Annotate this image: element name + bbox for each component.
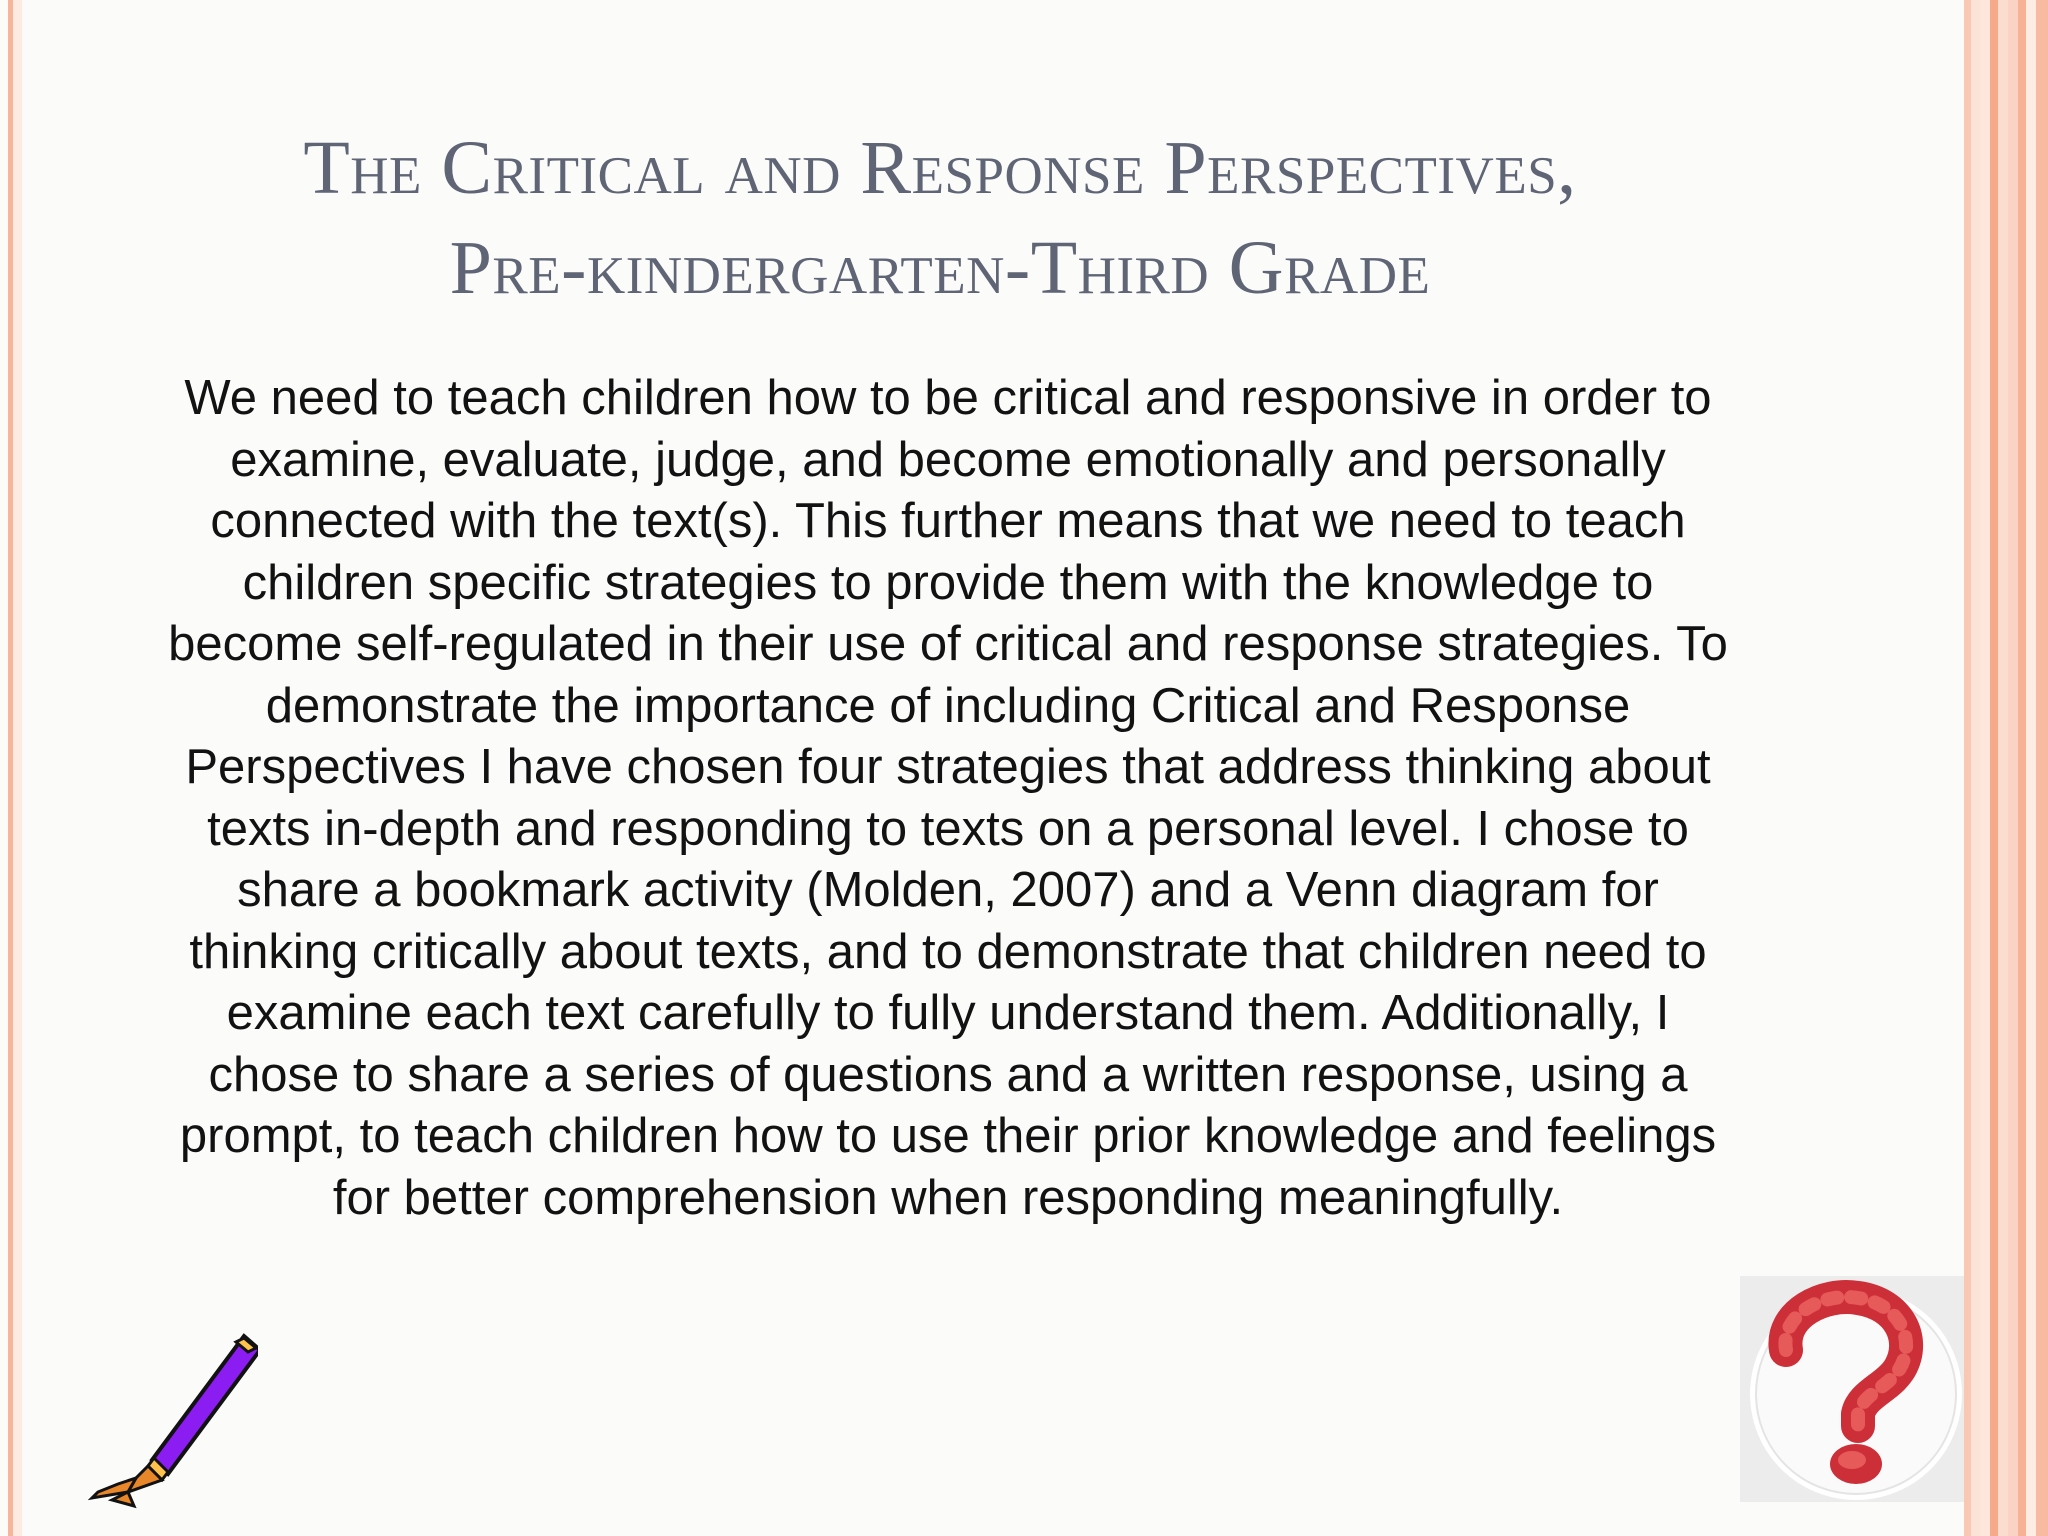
question-mark-graphic	[1740, 1276, 1964, 1502]
pencil-icon	[88, 1322, 258, 1512]
slide-title	[120, 118, 1760, 318]
question-mark-icon	[1740, 1276, 1964, 1502]
left-border-decoration	[0, 0, 22, 1536]
slide-title-line-1: The Critical and Response Perspectives,	[303, 126, 1577, 210]
right-border-decoration	[1964, 0, 2048, 1536]
slide-body-text: We need to teach children how to be critical and responsive in order to examine, evaluate, judge, and become emotionally and personally connected with the text(s). This further means that we need to teach children specific strategies to provide them with the knowledge to become self-regulated in their use of critical and response strategies. To demonstrate the importance of including Critical and Response Perspectives I have chosen four strategies that address thinking about texts in-depth and responding to texts on a personal level. I chose to share a bookmark activity (Molden, 2007) and a Venn diagram for thinking critically about texts, and to demonstrate that children need to examine each text carefully to fully understand them. Additionally, I chose to share a series of questions and a written response, using a prompt, to teach children how to use their prior knowledge and feelings for better comprehension when responding meaningfully.	[168, 371, 1728, 1225]
slide-title-line-2: Pre-kindergarten-Third Grade	[449, 226, 1431, 310]
pencil-icon-graphic	[88, 1322, 258, 1512]
